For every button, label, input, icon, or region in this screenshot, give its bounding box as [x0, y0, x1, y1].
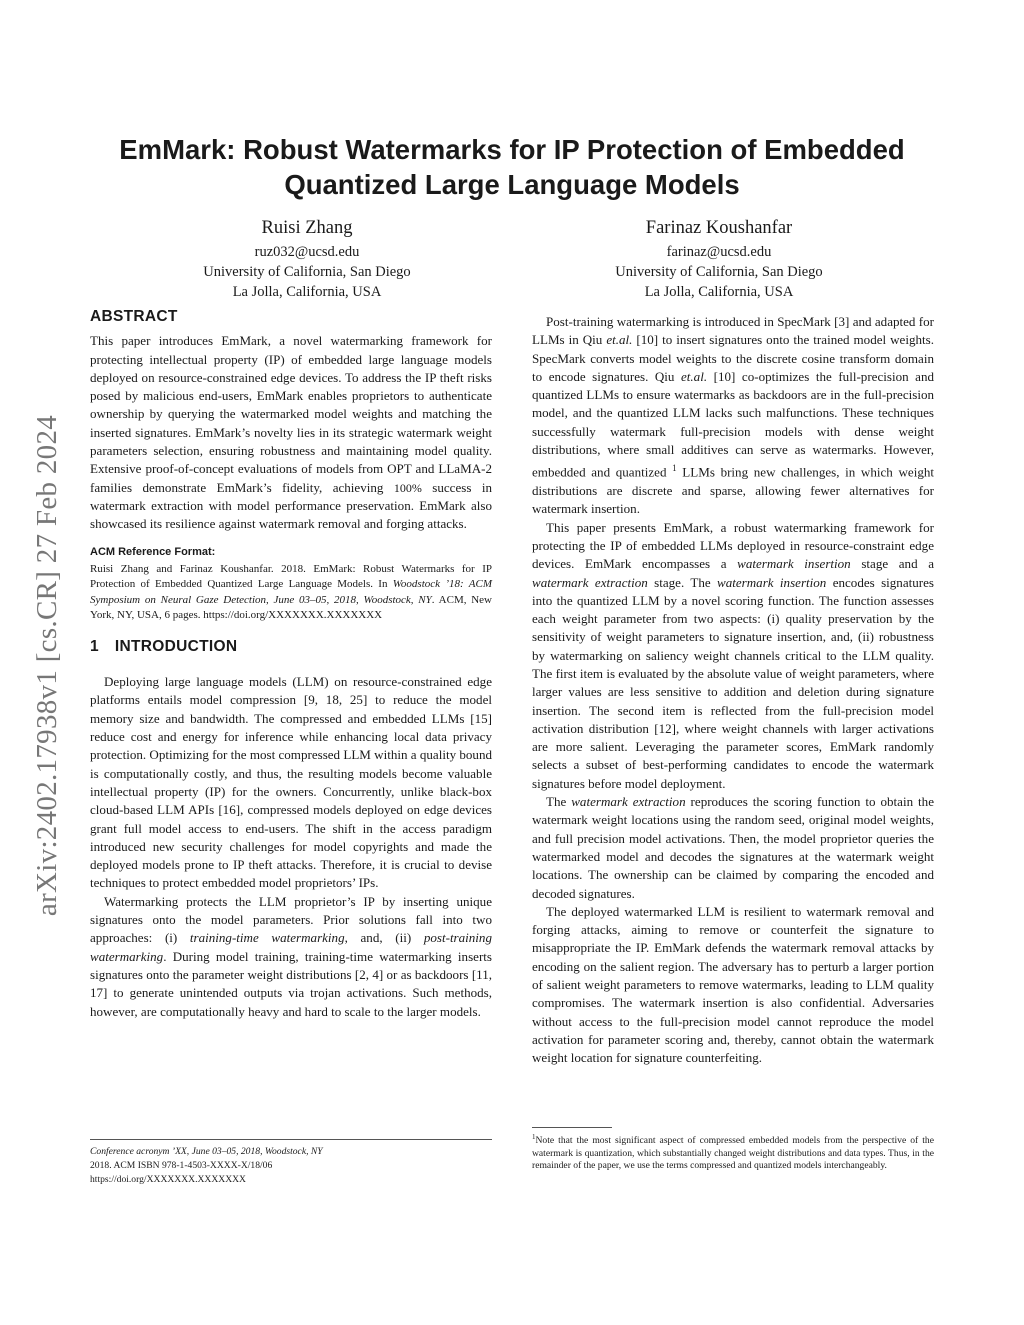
acm-reference-heading: ACM Reference Format: — [90, 545, 216, 558]
intro-p2-em-2: post-training watermarking — [90, 930, 492, 964]
footer-isbn: 2018. ACM ISBN 978-1-4503-XXXX-X/18/06 — [90, 1160, 273, 1171]
rp1-text-d: LLMs bring new challenges, in which weight distributions are discrete and sparse, allowing fewer alternatives for watermark insertion. — [532, 464, 934, 517]
acm-ref-text-b: . ACM, New York, NY, USA, 6 pages. https://doi.org/XXXXXXX.XXXXXXX — [90, 593, 492, 622]
intro-p2-text-c: . During model training, training-time watermarking inserts signatures onto the parameter weight distributions [2, 4] or as backdoors [11, 17] to generate unintended outputs via trojan activations. Such methods, however, are computationally heavy and hard to scale to the larger models. — [90, 948, 492, 1019]
left-column — [90, 308, 492, 1021]
author-email: farinaz@ucsd.edu — [666, 244, 772, 260]
abstract-paragraph — [90, 332, 492, 533]
paper-title — [90, 132, 934, 202]
author-name: Ruisi Zhang — [261, 218, 353, 238]
footer-conference: Conference acronym ’XX, June 03–05, 2018, Woodstock, NY — [90, 1146, 323, 1157]
footer-doi: https://doi.org/XXXXXXX.XXXXXXX — [90, 1174, 246, 1185]
rp2-em-extraction: watermark extraction — [532, 574, 648, 590]
abstract-heading: ABSTRACT — [90, 308, 178, 325]
footer-divider — [90, 1139, 492, 1140]
author-block-2 — [569, 215, 869, 302]
intro-p2-text-a: Watermarking protects the LLM proprietor’s IP by inserting unique signatures onto the model parameters. Prior solutions fall into two approaches: (i) — [90, 893, 492, 946]
footnote-marker: 1 — [672, 463, 677, 474]
rp2-em-insertion-1: watermark insertion — [737, 556, 851, 572]
abstract-text-2: success in watermark extraction with model performance preservation. EmMark also showcased its resilience against watermark removal and forging attacks. — [90, 479, 492, 532]
rp1-etal-2: et.al. — [681, 368, 708, 384]
section-number: 1 — [90, 637, 99, 655]
title-line-2: Quantized Large Language Models — [284, 169, 740, 200]
rp3-text-a: The — [546, 794, 572, 810]
section-title: INTRODUCTION — [114, 637, 238, 655]
author-email: ruz032@ucsd.edu — [254, 244, 360, 260]
author-name: Farinaz Koushanfar — [645, 218, 793, 238]
author-affiliation: University of California, San Diego — [203, 264, 411, 280]
rp1-text-c: [10] co-optimizes the full-precision and quantized LLMs to ensure watermarks as backdoors are in the full-precision model, and the quantized LLM lacks such malfunctions. These techniques successfully watermark full-precision models with dense weight distributions, where small additives can serve as watermarks. However, embedded and quantized — [532, 368, 934, 480]
footnote — [532, 1131, 934, 1173]
author-location: La Jolla, California, USA — [644, 284, 794, 300]
acm-ref-text-a: Ruisi Zhang and Farinaz Koushanfar. 2018. EmMark: Robust Watermarks for IP Protection of Embedded Quantized Large Language Models. In — [90, 562, 492, 591]
rp2-em-insertion-2: watermark insertion — [717, 574, 827, 590]
rp2-text-b: stage and a — [850, 556, 934, 572]
intro-paragraph-2 — [90, 893, 492, 1021]
rp1-etal-1: et.al. — [606, 332, 633, 348]
abstract-text-1: This paper introduces EmMark, a novel watermarking framework for protecting intellectual property (IP) of embedded large language models deployed on resource-constrained edge devices. To address the IP theft risks posed by malicious end-users, EmMark enables proprietors to authenticate ownership by querying the watermarked model weights and matching the inserted signatures. EmMark’s novelty lies in its strategic watermark weight parameters selection, ensuring robustness and maintaining model quality. Extensive proof-of-concept evaluations of models from OPT and LLaMA-2 families demonstrate EmMark’s fidelity, achieving — [90, 333, 492, 495]
footnote-divider — [532, 1127, 612, 1128]
rp3-em-extraction: watermark extraction — [571, 794, 686, 810]
author-block-1 — [157, 215, 457, 302]
right-paragraph-2 — [532, 519, 934, 793]
right-column — [532, 313, 934, 1068]
introduction-heading — [90, 638, 492, 656]
intro-paragraph-1: Deploying large language models (LLM) on resource-constrained edge platforms entails model compression [9, 18, 25] to reduce the model memory size and bandwidth. The compressed and embedded LLMs [15] reduce cost and energy for inference while enhancing local data privacy protection. Optimizing for the most compressed LLM within a quality bound is computationally costly, and thus, the resulting models become valuable intellectual property (IP) for the owners. Concurrently, unlike black-box cloud-based LLM APIs [16], compressed models deployed on edge devices grant full model access to end-users. The shift in the access paradigm introduced new security challenges for model copyrights and made the deployed models prone to IP theft attacks. Therefore, it is crucial to devise techniques to protect embedded model proprietors’ IPs. — [90, 674, 492, 891]
footnote-number: 1 — [532, 1133, 536, 1141]
arxiv-identifier-stamp — [28, 355, 68, 975]
rp1-text-b: [10] to insert signatures onto the trained model weights. SpecMark converts model weights to the discrete cosine transform domain to encode signatures. Qiu — [532, 332, 934, 384]
abstract-percent: 100% — [393, 480, 422, 495]
rp3-text-b: reproduces the scoring function to obtain the watermark weight locations using the random seed, original model weights, and full precision model activations. Then, the model proprietor queries the watermarked model and decodes the signatures at the watermark weight locations. The ownership can be claimed by comparing the encoded and decoded signatures. — [532, 794, 934, 901]
rp2-text-a: This paper presents EmMark, a robust watermarking framework for protecting the IP of embedded LLMs deployed in resource-constraint edge devices. EmMark encompasses a — [532, 519, 934, 572]
acm-ref-venue: Woodstock ’18: ACM Symposium on Neural Gaze Detection, June 03–05, 2018, Woodstock, NY — [90, 578, 492, 606]
intro-p2-text-b: , and, (ii) — [344, 930, 424, 946]
rp1-text-a: Post-training watermarking is introduced in SpecMark [3] and adapted for LLMs in Qiu — [532, 314, 934, 348]
right-paragraph-1 — [532, 313, 934, 519]
rp2-text-c: stage. The — [647, 574, 718, 590]
arxiv-stamp-text: arXiv:2402.17938v1 [cs.CR] 27 Feb 2024 — [31, 414, 64, 916]
title-line-1: EmMark: Robust Watermarks for IP Protection of Embedded — [119, 134, 905, 165]
author-affiliation: University of California, San Diego — [615, 264, 823, 280]
conference-footer — [90, 1145, 492, 1187]
right-paragraph-3 — [532, 793, 934, 903]
intro-p2-em-1: training-time watermarking — [189, 930, 345, 946]
footnote-text: Note that the most significant aspect of compressed embedded models from the perspective of the watermark is quantization, which substantially changed weight distributions and data types. Thus, in the remainder of the paper, we use the terms compressed and quantized models interchangeably. — [532, 1135, 934, 1172]
rp2-text-d: encodes signatures into the quantized LLM by a novel scoring function. The function assesses each weight parameter from two aspects: (i) quality preservation by the sensitivity of weight parameters to signature insertion, and, (ii) robustness by watermarking on saliency weight channels critical to the LLM quality. The first item is evaluated by the absolute value of weight parameters, where larger values are less sensitive to addition and deletion during signature insertion. The second item is reflected from the full-precision model activation distribution [12], where weight channels with larger activations are more salient. Leveraging the parameter scores, EmMark randomly selects a subset of best-performing candidates to encode the watermark signatures before model deployment. — [532, 574, 934, 791]
author-location: La Jolla, California, USA — [232, 284, 382, 300]
acm-reference-text — [90, 562, 492, 624]
right-paragraph-4: The deployed watermarked LLM is resilient to watermark removal and forging attacks, aiming to remove or counterfeit the signature to misappropriate the IP. EmMark defends the watermark removal attacks by encoding on the salient region. The adversary has to perturb a larger portion of salient weight parameters to remove watermarks, leading to LLM quality compromises. The watermark insertion is also confidential. Adversaries without access to the full-precision model cannot reproduce the model activation for parameter scoring and, thereby, cannot obtain the watermark weight location for signature counterfeiting. — [532, 903, 934, 1066]
